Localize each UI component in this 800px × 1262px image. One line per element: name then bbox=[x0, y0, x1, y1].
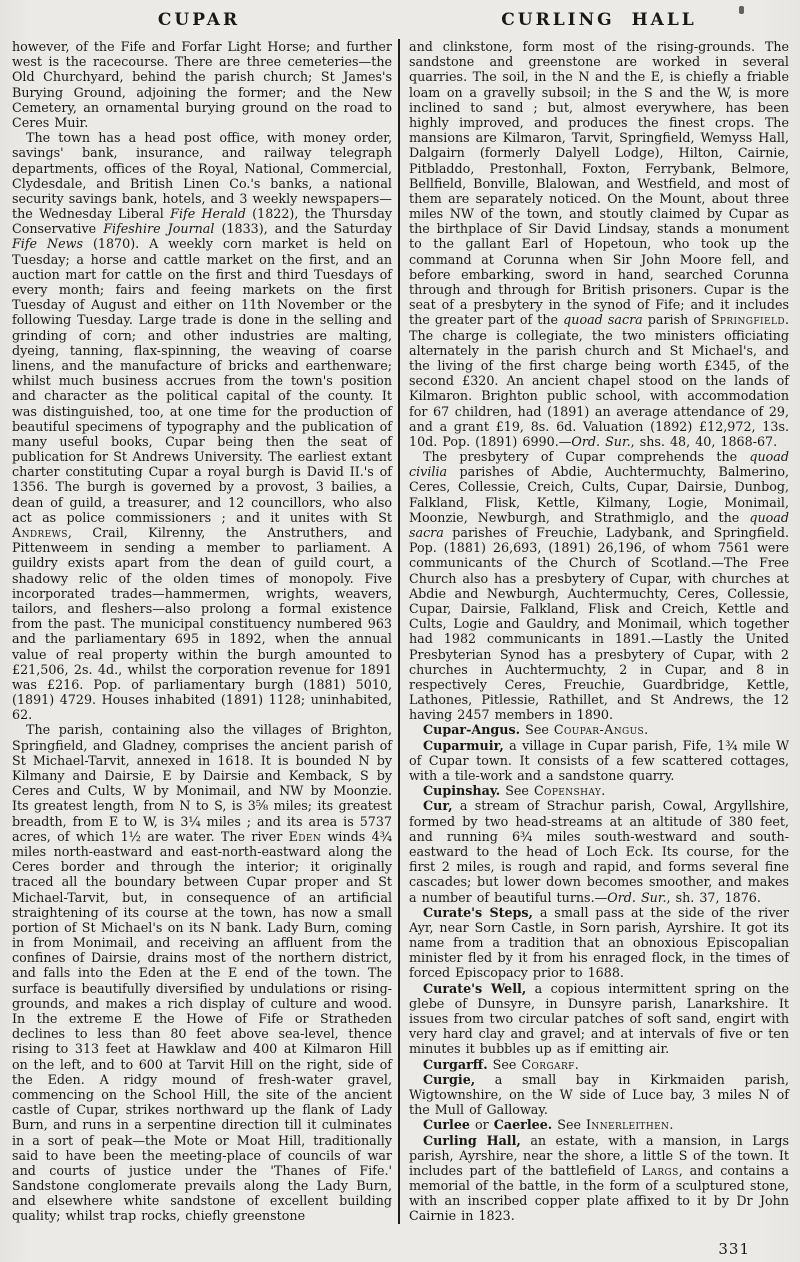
paragraph bbox=[409, 1057, 789, 1072]
text-run: Andrews bbox=[12, 525, 68, 540]
text-run: a village in Cupar parish, Fife, 1¾ mile W of Cupar town. It consists of a few scattered cottages, with a tile-work and a sandstone quarry. bbox=[409, 737, 789, 783]
text-run: Fife News bbox=[12, 236, 83, 252]
paragraph bbox=[409, 905, 789, 981]
paragraph bbox=[409, 738, 789, 784]
text-run: Fife Herald bbox=[170, 206, 246, 222]
text-run: Cur, bbox=[423, 798, 453, 814]
paragraph bbox=[12, 39, 392, 130]
page-number: 331 bbox=[718, 1240, 750, 1258]
right-column-text bbox=[400, 39, 789, 1224]
text-run: Ord. Sur. bbox=[607, 889, 667, 905]
text-run: Eden bbox=[288, 828, 322, 844]
text-run: (1822), the Thursday Conservative bbox=[12, 206, 393, 237]
text-run: Curling Hall, bbox=[423, 1132, 521, 1148]
text-run: See bbox=[520, 722, 554, 738]
text-run: Caerlee. bbox=[493, 1117, 553, 1133]
text-run: Innerleithen bbox=[586, 1117, 670, 1133]
paragraph bbox=[409, 1133, 789, 1224]
text-run: , and contains a memorial of the battle, in the form of a sculptured stone, with an inscribed copper plate affixed to it by Dr John Cairnie in 1823. bbox=[409, 1162, 789, 1224]
text-run: parish of bbox=[642, 312, 711, 328]
text-run: and clinkstone, form most of the rising-grounds. The sandstone and greenstone are worked in several quarries. The soil, in the N and the E, is chiefly a friable loam on a gravelly subsoil; in the S and the W, is more inclined to sand ; but, almost everywhere, has been highly improved, and produces the finest crops. The mansions are Kilmaron, Tarvit, Springfield, Wemyss Hall, Dalgairn (formerly Dalyell Lodge), Hilton, Cairnie, Pitbladdo, Prestonhall, Foxton, Ferrybank, Belmore, Bellfield, Bonville, Blalowan, and Westfield, and most of them are separately noticed. On the Mount, about three miles NW of the town, and stoutly claimed by Cupar as the birthplace of Sir David Lindsay, stands a monument to the gallant Earl of Hopetoun, who took up the command at Corunna when Sir John Moore fell, and before embarking, sword in hand, searched Corunna through and through for British prisoners. Cupar is the seat of a presbytery in the synod of Fife; and it includes the greater part of the bbox=[409, 39, 789, 328]
running-heads bbox=[0, 10, 800, 30]
paragraph bbox=[409, 981, 789, 1057]
text-run: or bbox=[469, 1117, 494, 1133]
text-run: Largs bbox=[641, 1162, 679, 1178]
text-run: parishes of Abdie, Auchtermuchty, Balmerino, Ceres, Collessie, Creich, Cults, Cupar, Dairsie, Dunbog, Falkland, Flisk, Kettle, Kilmany, Logie, Monimail, Moonzie, Newburgh, and Strathmiglo, and the bbox=[409, 464, 789, 525]
text-run: (1833), and the Saturday bbox=[214, 221, 392, 237]
text-run: Curgie, bbox=[423, 1071, 476, 1087]
text-run: quoad civilia bbox=[409, 449, 789, 480]
paragraph bbox=[409, 798, 789, 904]
text-run: Corgarf bbox=[521, 1056, 575, 1072]
text-run: Cuparmuir, bbox=[423, 737, 504, 753]
text-run: . bbox=[669, 1117, 674, 1133]
paragraph bbox=[409, 1072, 789, 1118]
text-run: a copious intermittent spring on the glebe of Dunsyre, in Dunsyre parish, Lanarkshire. It issues from two circular patches of soft sand, engirt with very hard clay and gravel; and at intervals of five or ten minutes it bubbles up as if emitting air. bbox=[409, 980, 789, 1057]
text-run: The town has a head post office, with money order, savings' bank, insurance, and railway telegraph departments, offices of the Royal, National, Commercial, Clydesdale, and British Linen Co.'s banks, a national security savings bank, hotels, and 3 weekly newspapers—the Wednesday Liberal bbox=[12, 130, 392, 222]
text-run: See bbox=[500, 783, 534, 799]
ink-speck bbox=[739, 6, 744, 14]
text-run: Curate's Steps, bbox=[423, 904, 533, 920]
text-run: winds 4¾ miles north-eastward and east-north-eastward along the Ceres border and through the interior; it originally traced all the boundary between Cupar proper and St Michael-Tarvit, but, in consequence of an artificial straightening of its course at the town, has now a small portion of St Michael's on its N bank. Lady Burn, coming in from Monimail, and receiving an affluent from the confines of Dairsie, drains most of the northern district, and falls into the Eden at the E end of the town. The surface is beautifully diversified by undulations or rising-grounds, and makes a rich display of culture and wood. In the extreme E the Howe of Fife or Stratheden declines to less than 80 feet above sea-level, thence rising to 313 feet at Hawklaw and 400 at Kilmaron Hill on the left, and to 600 at Tarvit Hill on the right, side of the Eden. A ridgy mound of fresh-water gravel, commencing on the School Hill, the site of the ancient castle of Cupar, strikes northward up the flank of Lady Burn, and runs in a serpentine direction till it culminates in a sort of peak—the Mote or Moat Hill, traditionally said to have been the meeting-place of councils of war and courts of justice under the 'Thanes of Fife.' Sandstone conglomerate prevails along the Lady Burn, and elsewhere white sandstone of excellent building quality; whilst trap rocks, chiefly greenstone bbox=[12, 828, 392, 1224]
text-run: . bbox=[644, 722, 649, 738]
text-run: See bbox=[487, 1056, 522, 1072]
paragraph bbox=[409, 722, 789, 737]
text-run: Copenshay bbox=[533, 783, 602, 799]
text-run: Curgarff. bbox=[423, 1056, 488, 1072]
text-run: Curate's Well, bbox=[423, 980, 527, 996]
text-run: Springfield bbox=[710, 312, 785, 328]
text-run: however, of the Fife and Forfar Light Horse; and further west is the racecourse. There are three cemeteries—the Old Churchyard, behind the parish church; St James's Burying Ground, adjoining the former; and the New Cemetery, an ornamental burying ground on the road to Ceres Muir. bbox=[12, 39, 392, 130]
text-run: Curlee bbox=[423, 1117, 470, 1133]
running-head-right: CURLING HALL bbox=[501, 10, 697, 30]
text-run: . bbox=[574, 1056, 579, 1072]
text-run: . The charge is collegiate, the two ministers officiating alternately in the parish church and St Michael's, and the living of the first charge being worth £345, of the second £320. An ancient chapel stood on the lands of Kilmaron. Brighton public school, with accommodation for 67 children, had (1891) an average attendance of 29, and a grant £19, 8s. 6d. Valuation (1892) £12,972, 13s. 10d. Pop. (1891) 6990.— bbox=[409, 312, 789, 449]
text-run: parishes of Freuchie, Ladybank, and Springfield. Pop. (1881) 26,693, (1891) 26,196, of whom 7561 were communicants of the Church of Scotland.—The Free Church also has a presbytery of Cupar, with churches at Abdie and Newburgh, Auchtermuchty, Ceres, Collessie, Cupar, Dairsie, Falkland, Flisk and Creich, Kettle and Cults, Logie and Gauldry, and Monimail, which together had 1982 communicants in 1891.—Lastly the United Presbyterian Synod has a presbytery of Cupar, with 2 churches in Auchtermuchty, 2 in Cupar, and 8 in respectively Ceres, Freuchie, Guardbridge, Kettle, Lathones, Pitlessie, Rathillet, and St Andrews, the 12 having 2457 members in 1890. bbox=[409, 525, 789, 723]
text-run: Cupinshay. bbox=[423, 783, 501, 799]
left-column-text bbox=[12, 39, 398, 1224]
text-run: . bbox=[601, 783, 606, 799]
text-run: a small bay in Kirkmaiden parish, Wigtownshire, on the W side of Luce bay, 3 miles N of the Mull of Galloway. bbox=[409, 1071, 789, 1118]
text-run: , sh. 37, 1876. bbox=[666, 889, 761, 905]
paragraph bbox=[12, 130, 392, 722]
running-head-left: CUPAR bbox=[157, 10, 241, 30]
paragraph bbox=[409, 39, 789, 449]
text-run: quoad sacra bbox=[409, 509, 789, 540]
text-run: (1870). A weekly corn market is held on Tuesday; a horse and cattle market on the first, and an auction mart for cattle on the first and third Tuesdays of every month; fairs and feeing markets on the first Tuesday of August and either on 11th November or the following Tuesday. Large trade is done in the selling and grinding of corn; and other industries are malting, dyeing, tanning, flax-spinning, the weaving of coarse linens, and the manufacture of bricks and earthenware; whilst much business accrues from the town's position and character as the political capital of the county. It was distinguished, too, at one time for the production of beautiful specimens of typography and the publication of many useful books, Cupar being then the seat of publication for St Andrews University. The earliest extant charter constituting Cupar a royal burgh is David II.'s of 1356. The burgh is governed by a provost, 3 bailies, a dean of guild, a treasurer, and 12 councillors, who also act as police commissioners ; and it unites with St bbox=[12, 236, 392, 525]
text-run: Cupar-Angus. bbox=[423, 722, 521, 738]
paragraph bbox=[409, 449, 789, 722]
text-run: an estate, with a mansion, in Largs parish, Ayrshire, near the shore, a little S of the town. It includes part of the battlefield of bbox=[409, 1132, 789, 1178]
text-columns bbox=[12, 39, 790, 1224]
text-run: Coupar-Angus bbox=[553, 722, 645, 738]
text-run: quoad sacra bbox=[563, 312, 643, 328]
paragraph bbox=[409, 1117, 789, 1132]
paragraph bbox=[12, 722, 392, 1223]
text-run: See bbox=[552, 1117, 587, 1133]
text-run: Fifeshire Journal bbox=[103, 221, 215, 237]
text-run: , shs. 48, 40, 1868-67. bbox=[630, 433, 778, 449]
paragraph bbox=[409, 783, 789, 798]
text-run: a small pass at the side of the river Ayr, near Sorn Castle, in Sorn parish, Ayrshire. It got its name from a tradition that an obnoxious Episcopalian minister fled by it from his enraged flock, in the times of forced Episcopacy prior to 1688. bbox=[409, 904, 789, 981]
text-run: , Crail, Kilrenny, the Anstruthers, and Pittenweem in sending a member to parliament. A guildry exists apart from the dean of guild court, a shadowy relic of the olden times of monopoly. Five incorporated trades—hammermen, wrights, weavers, tailors, and fleshers—also prolong a formal existence from the past. The municipal constituency numbered 963 and the parliamentary 695 in 1892, when the annual value of real property within the burgh amounted to £21,506, 2s. 4d., whilst the corporation revenue for 1891 was £216. Pop. of parliamentary burgh (1881) 5010, (1891) 4729. Houses inhabited (1891) 1128; uninhabited, 62. bbox=[12, 525, 392, 723]
text-run: The parish, containing also the villages of Brighton, Springfield, and Gladney, comprises the ancient parish of St Michael-Tarvit, annexed in 1618. It is bounded N by Kilmany and Dairsie, E by Dairsie and Kemback, S by Ceres and Cults, W by Monimail, and NW by Moonzie. Its greatest length, from N to S, is 3⅝ miles; its greatest breadth, from E to W, is 3¼ miles ; and its area is 5737 acres, of which 1½ are water. The river bbox=[12, 722, 392, 844]
text-run: The presbytery of Cupar comprehends the bbox=[423, 449, 750, 465]
text-run: a stream of Strachur parish, Cowal, Argyllshire, formed by two head-streams at an altitude of 380 feet, and running 6¾ miles south-westward and south-eastward to the head of Loch Eck. Its course, for the first 2 miles, is rough and rapid, and forms several fine cascades; but lower down becomes smoother, and makes a number of beautiful turns.— bbox=[409, 798, 789, 905]
text-run: Ord. Sur. bbox=[571, 433, 631, 449]
